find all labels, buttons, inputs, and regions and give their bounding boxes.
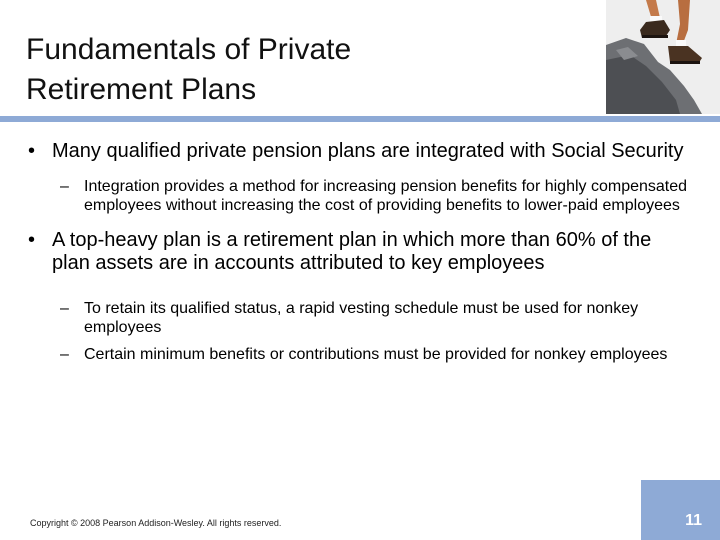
copyright-footer: Copyright © 2008 Pearson Addison-Wesley. All rights reserved. [30,518,282,528]
sub-bullet-item [28,177,688,215]
sub-bullet-marker: – [60,346,69,363]
bullet-marker: • [28,140,36,162]
sub-bullet-text: Integration provides a method for increasing pension benefits for highly compensated employees without increasing the cost of providing benefits to lower-paid employees [84,178,688,214]
bullet-marker: • [28,229,36,251]
page-number-box [641,480,720,540]
sub-bullet-text: To retain its qualified status, a rapid vesting schedule must be used for nonkey employees [84,300,639,336]
bullet-text: Many qualified private pension plans are integrated with Social Security [52,140,684,162]
slide-title-line-1: Fundamentals of Private [26,33,352,66]
slide-title-line-2: Retirement Plans [26,73,257,106]
sub-bullet-item [28,345,688,364]
sub-bullet-marker: – [60,300,69,317]
page-number: 11 [685,512,702,529]
bullet-text: A top-heavy plan is a retirement plan in which more than 60% of the plan assets are in accounts attributed to key employees [52,229,652,274]
hiker-climbing-rock-photo [606,0,720,114]
sub-bullet-item [28,299,688,337]
title-divider [0,116,720,122]
slide-body [28,140,688,372]
sub-bullet-marker: – [60,178,69,195]
bullet-item [28,140,688,163]
bullet-item [28,229,688,275]
slide-title [26,30,586,110]
sub-bullet-text: Certain minimum benefits or contributions must be provided for nonkey employees [84,346,668,363]
